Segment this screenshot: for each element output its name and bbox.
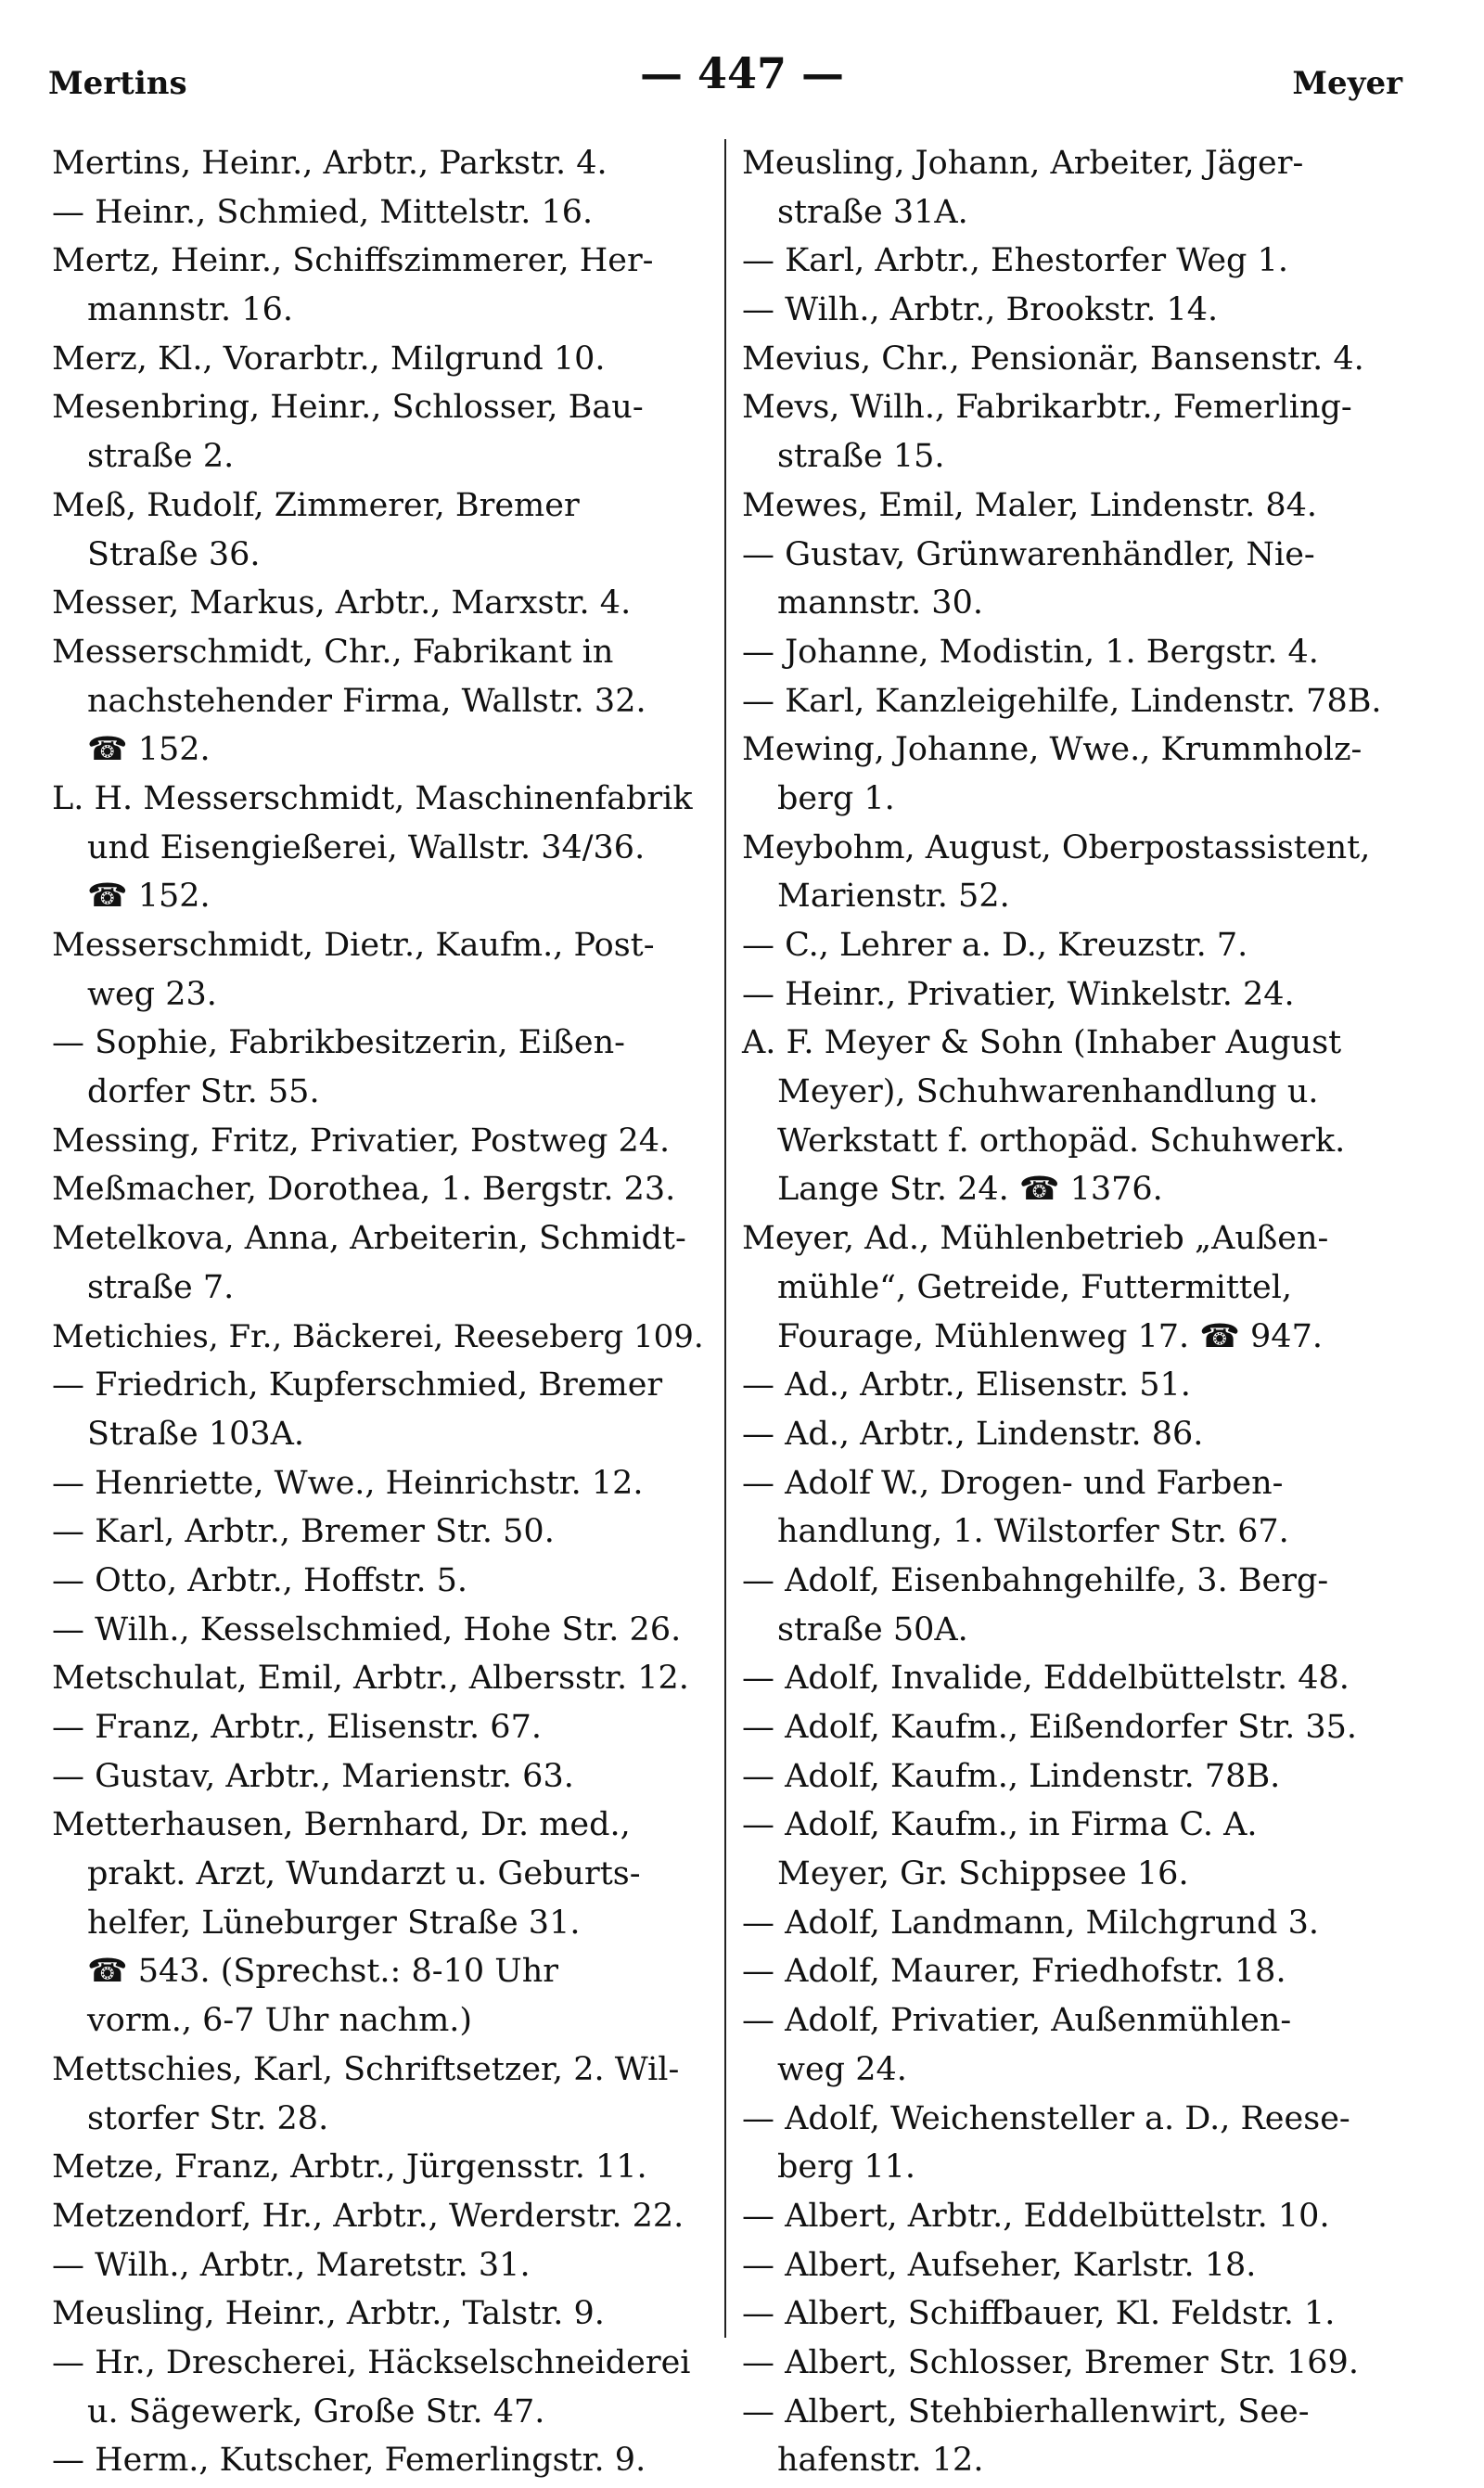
directory-line: hafenstr. 12. (777, 2442, 984, 2480)
directory-line: — Adolf, Eisenbahngehilfe, 3. Berg- (742, 1561, 1329, 1599)
directory-line: Meyer, Gr. Schippsee 16. (777, 1855, 1189, 1893)
directory-line: — Henriette, Wwe., Heinrichstr. 12. (52, 1464, 644, 1502)
header-left-catchword: Mertins (48, 65, 187, 102)
directory-line: Meyer, Ad., Mühlenbetrieb „Außen- (742, 1220, 1329, 1258)
header-right-catchword: Meyer (1292, 65, 1402, 102)
directory-line: Meßmacher, Dorothea, 1. Bergstr. 23. (52, 1171, 676, 1209)
column-divider (724, 139, 726, 2338)
directory-line: Metschulat, Emil, Arbtr., Albersstr. 12. (52, 1660, 689, 1698)
directory-line: ☎ 152. (87, 878, 211, 916)
directory-line: Messerschmidt, Chr., Fabrikant in (52, 633, 614, 671)
directory-line: Werkstatt f. orthopäd. Schuhwerk. (777, 1122, 1346, 1160)
directory-line: — Otto, Arbtr., Hoffstr. 5. (52, 1561, 468, 1599)
directory-line: u. Sägewerk, Große Str. 47. (87, 2392, 545, 2430)
running-head (0, 48, 1484, 113)
directory-line: — Hr., Drescherei, Häckselschneiderei (52, 2343, 691, 2381)
directory-line: — Karl, Kanzleigehilfe, Lindenstr. 78B. (742, 682, 1382, 720)
directory-line: vorm., 6-7 Uhr nachm.) (87, 2002, 473, 2040)
directory-line: straße 15. (777, 438, 945, 476)
directory-line: Mevius, Chr., Pensionär, Bansenstr. 4. (742, 340, 1364, 378)
directory-line: Meß, Rudolf, Zimmerer, Bremer (52, 486, 580, 524)
directory-line: handlung, 1. Wilstorfer Str. 67. (777, 1513, 1289, 1551)
directory-line: — C., Lehrer a. D., Kreuzstr. 7. (742, 927, 1248, 964)
directory-line: — Ad., Arbtr., Elisenstr. 51. (742, 1366, 1191, 1404)
directory-line: — Adolf, Kaufm., in Firma C. A. (742, 1806, 1258, 1844)
directory-line: Mertins, Heinr., Arbtr., Parkstr. 4. (52, 145, 608, 182)
directory-line: Lange Str. 24. ☎ 1376. (777, 1171, 1163, 1209)
directory-line: — Franz, Arbtr., Elisenstr. 67. (52, 1709, 542, 1746)
directory-line: — Ad., Arbtr., Lindenstr. 86. (742, 1415, 1204, 1453)
directory-line: Merz, Kl., Vorarbtr., Milgrund 10. (52, 340, 606, 378)
directory-line: straße 2. (87, 438, 235, 476)
directory-line: — Adolf W., Drogen- und Farben- (742, 1464, 1284, 1502)
directory-line: — Karl, Arbtr., Bremer Str. 50. (52, 1513, 555, 1551)
left-column (52, 139, 720, 2485)
directory-line: Messing, Fritz, Privatier, Postweg 24. (52, 1122, 671, 1160)
directory-line: — Wilh., Arbtr., Brookstr. 14. (742, 291, 1219, 329)
directory-line: — Gustav, Arbtr., Marienstr. 63. (52, 1757, 574, 1795)
directory-line: — Albert, Aufseher, Karlstr. 18. (742, 2246, 1257, 2284)
directory-line: Fourage, Mühlenweg 17. ☎ 947. (777, 1317, 1323, 1355)
directory-line: straße 50A. (777, 1610, 968, 1648)
directory-line: mannstr. 30. (777, 584, 983, 622)
directory-line: dorfer Str. 55. (87, 1073, 320, 1111)
directory-line: — Albert, Arbtr., Eddelbüttelstr. 10. (742, 2197, 1330, 2235)
directory-line: — Herm., Kutscher, Femerlingstr. 9. (52, 2442, 646, 2480)
directory-line: Metze, Franz, Arbtr., Jürgensstr. 11. (52, 2148, 647, 2187)
directory-line: Mevs, Wilh., Fabrikarbtr., Femerling- (742, 389, 1352, 427)
directory-line: — Gustav, Grünwarenhändler, Nie- (742, 535, 1315, 573)
directory-line: Meyer), Schuhwarenhandlung u. (777, 1073, 1319, 1111)
directory-line: Metzendorf, Hr., Arbtr., Werderstr. 22. (52, 2197, 684, 2235)
directory-line: Meusling, Johann, Arbeiter, Jäger- (742, 145, 1304, 182)
directory-line: Straße 36. (87, 535, 261, 573)
directory-line: — Adolf, Weichensteller a. D., Reese- (742, 2099, 1350, 2137)
directory-line: und Eisengießerei, Wallstr. 34/36. (87, 828, 646, 866)
directory-line: Metichies, Fr., Bäckerei, Reeseberg 109. (52, 1317, 704, 1355)
directory-line: straße 31A. (777, 193, 968, 231)
directory-line: ☎ 543. (Sprechst.: 8-10 Uhr (87, 1953, 558, 1991)
directory-line: — Heinr., Privatier, Winkelstr. 24. (742, 975, 1295, 1013)
directory-line: Mewes, Emil, Maler, Lindenstr. 84. (742, 486, 1318, 524)
directory-line: — Wilh., Arbtr., Maretstr. 31. (52, 2246, 531, 2284)
directory-line: — Wilh., Kesselschmied, Hohe Str. 26. (52, 1610, 682, 1648)
directory-line: — Adolf, Privatier, Außenmühlen- (742, 2002, 1292, 2040)
directory-line: nachstehender Firma, Wallstr. 32. (87, 682, 646, 720)
directory-line: weg 24. (777, 2050, 907, 2088)
directory-line: — Karl, Arbtr., Ehestorfer Weg 1. (742, 242, 1288, 280)
directory-line: — Johanne, Modistin, 1. Bergstr. 4. (742, 633, 1319, 671)
directory-line: Marienstr. 52. (777, 878, 1010, 916)
directory-line: Messerschmidt, Dietr., Kaufm., Post- (52, 927, 655, 964)
directory-line: Mesenbring, Heinr., Schlosser, Bau- (52, 389, 644, 427)
directory-line: — Adolf, Maurer, Friedhofstr. 18. (742, 1953, 1286, 1991)
directory-line: Mertz, Heinr., Schiffszimmerer, Her- (52, 242, 654, 280)
directory-line: berg 1. (777, 779, 895, 817)
directory-line: — Albert, Schiffbauer, Kl. Feldstr. 1. (742, 2295, 1336, 2333)
directory-line: weg 23. (87, 975, 217, 1013)
directory-line: — Sophie, Fabrikbesitzerin, Eißen- (52, 1024, 626, 1062)
directory-line: — Adolf, Invalide, Eddelbüttelstr. 48. (742, 1660, 1350, 1698)
directory-line: — Heinr., Schmied, Mittelstr. 16. (52, 193, 594, 231)
directory-line: Mewing, Johanne, Wwe., Krummholz- (742, 731, 1362, 769)
directory-line: — Albert, Schlosser, Bremer Str. 169. (742, 2343, 1359, 2381)
directory-line: L. H. Messerschmidt, Maschinenfabrik (52, 779, 693, 817)
directory-line: Meusling, Heinr., Arbtr., Talstr. 9. (52, 2295, 605, 2333)
directory-line: — Albert, Stehbierhallenwirt, See- (742, 2392, 1310, 2430)
directory-line: Mettschies, Karl, Schriftsetzer, 2. Wil- (52, 2050, 680, 2088)
directory-line: mühle“, Getreide, Futtermittel, (777, 1268, 1293, 1306)
directory-line: A. F. Meyer & Sohn (Inhaber August (742, 1024, 1342, 1062)
right-column (742, 139, 1410, 2485)
directory-line: Metterhausen, Bernhard, Dr. med., (52, 1806, 631, 1844)
directory-line: prakt. Arzt, Wundarzt u. Geburts- (87, 1855, 641, 1893)
directory-line: Metelkova, Anna, Arbeiterin, Schmidt- (52, 1220, 686, 1258)
directory-line: storfer Str. 28. (87, 2099, 329, 2137)
directory-line: Straße 103A. (87, 1415, 305, 1453)
directory-line: Messer, Markus, Arbtr., Marxstr. 4. (52, 584, 632, 622)
page-number: — 447 — (639, 48, 845, 98)
directory-line: mannstr. 16. (87, 291, 293, 329)
directory-line: Meybohm, August, Oberpostassistent, (742, 828, 1371, 866)
directory-line: — Adolf, Kaufm., Eißendorfer Str. 35. (742, 1709, 1358, 1746)
directory-line: straße 7. (87, 1268, 235, 1306)
directory-line: helfer, Lüneburger Straße 31. (87, 1904, 581, 1942)
directory-line: — Adolf, Landmann, Milchgrund 3. (742, 1904, 1319, 1942)
directory-line: — Adolf, Kaufm., Lindenstr. 78B. (742, 1757, 1281, 1795)
directory-line: — Friedrich, Kupferschmied, Bremer (52, 1366, 663, 1404)
directory-line: ☎ 152. (87, 731, 211, 769)
directory-line: berg 11. (777, 2148, 916, 2187)
